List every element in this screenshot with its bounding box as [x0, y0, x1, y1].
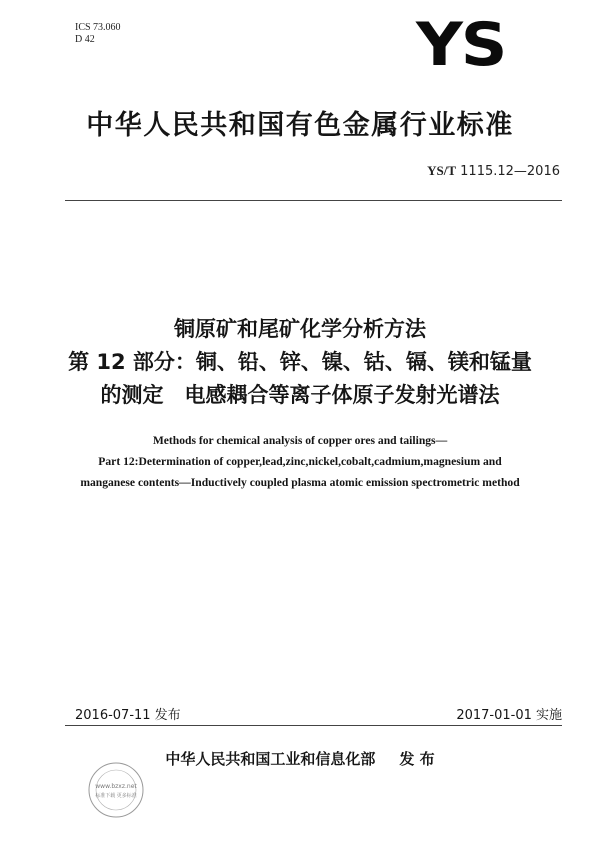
chinese-title: [0, 313, 600, 412]
chinese-title-line-1: 铜原矿和尾矿化学分析方法: [174, 317, 426, 341]
english-title: [0, 430, 600, 493]
standard-code-prefix: YS/T: [427, 163, 457, 178]
chinese-title-line-2: 第 12 部分：铜、铅、锌、镍、钴、镉、镁和锰量: [68, 350, 532, 374]
standard-code: [427, 163, 560, 179]
ccs-code: D 42: [75, 34, 95, 45]
ys-logo: YS: [416, 10, 506, 80]
english-title-line-3: manganese contents—Inductively coupled plasma atomic emission spectrometric method: [80, 476, 520, 489]
standard-code-number: 1115.12—2016: [460, 164, 560, 179]
issuer-action: 发 布: [399, 750, 435, 768]
bottom-divider: [65, 725, 562, 726]
stamp-line-2: 标准下载 更多标准: [95, 793, 137, 799]
english-title-line-1: Methods for chemical analysis of copper ores and tailings—: [152, 434, 448, 447]
stamp-inner-ring: [96, 770, 136, 810]
ics-code: ICS 73.060: [75, 22, 121, 33]
top-divider: [65, 200, 562, 201]
stamp-line-1: www.bzxz.net: [95, 783, 137, 790]
effective-date: 2017-01-01 实施: [456, 708, 562, 723]
standard-category-title: 中华人民共和国有色金属行业标准: [86, 110, 514, 141]
classification-block: [75, 22, 121, 46]
stamp-outer-ring: [89, 763, 143, 817]
issue-date: 2016-07-11 发布: [75, 708, 181, 723]
chinese-title-line-3: 的测定 电感耦合等离子体原子发射光谱法: [100, 383, 500, 407]
watermark-stamp: [86, 760, 146, 820]
english-title-line-2: Part 12:Determination of copper,lead,zinc,nickel,cobalt,cadmium,magnesium and: [98, 455, 502, 468]
issuer-name: 中华人民共和国工业和信息化部: [165, 750, 376, 768]
